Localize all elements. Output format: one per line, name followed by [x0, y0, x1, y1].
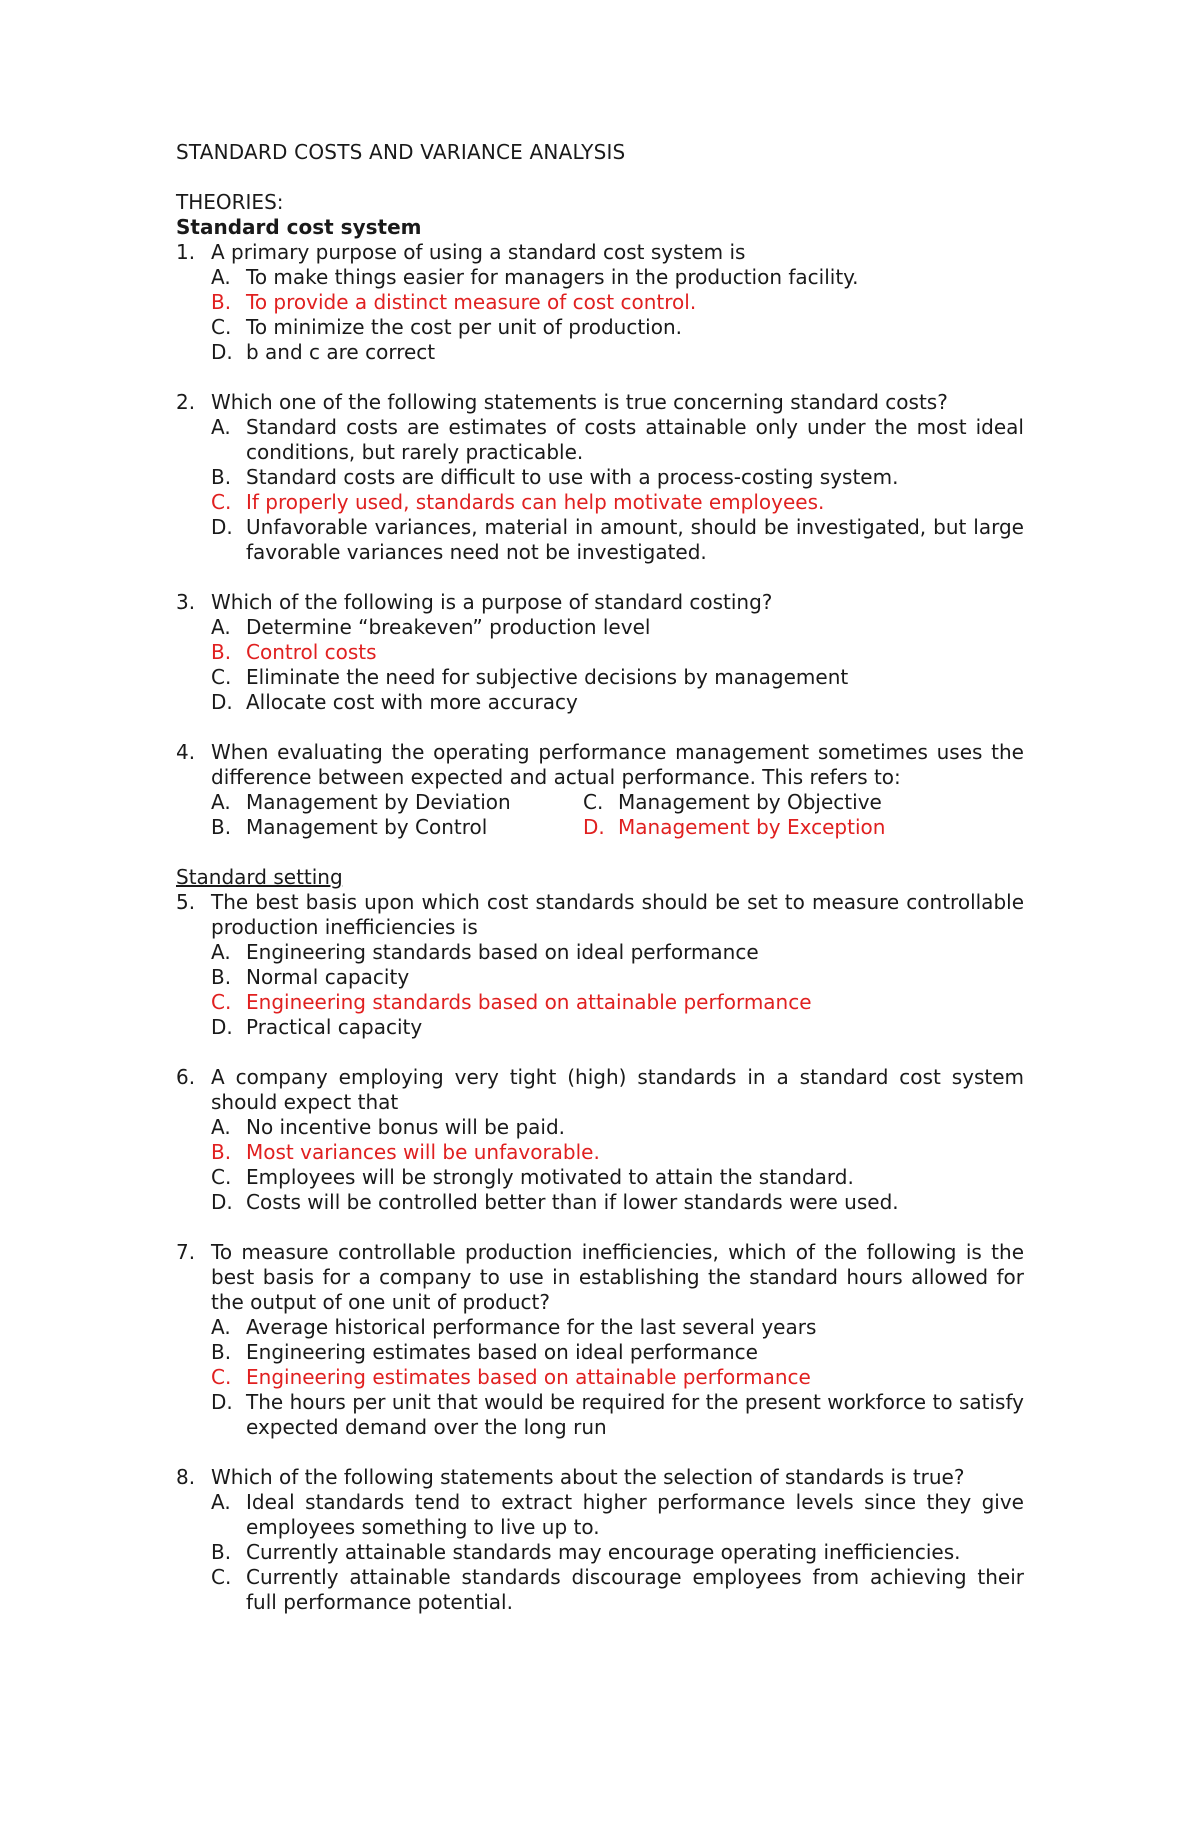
option-letter: C. [211, 490, 232, 514]
option-text: To provide a distinct measure of cost control. [246, 290, 697, 314]
option-letter: A. [211, 1315, 231, 1339]
option-text: Average historical performance for the last several years [246, 1315, 817, 1339]
question-number: 5. [176, 890, 196, 914]
option-letter: C. [211, 1565, 232, 1589]
option-letter: B. [211, 640, 232, 664]
question-number: 7. [176, 1240, 196, 1264]
option-row [176, 265, 1024, 290]
question-number: 4. [176, 740, 196, 764]
option-row [176, 1490, 1024, 1540]
option-text: b and c are correct [246, 340, 436, 364]
option-row [176, 615, 1024, 640]
option-text: Management by Control [246, 815, 488, 839]
option-letter: C. [211, 990, 232, 1014]
option-text: Costs will be controlled better than if lower standards were used. [246, 1190, 899, 1214]
option-row [176, 465, 1024, 490]
document-title: STANDARD COSTS AND VARIANCE ANALYSIS [176, 140, 626, 164]
option-row [176, 940, 1024, 965]
option-letter: C. [211, 665, 232, 689]
option-letter: C. [211, 1165, 232, 1189]
option-cell [211, 815, 583, 840]
option-text: Management by Objective [618, 790, 882, 814]
option-text: Management by Deviation [246, 790, 511, 814]
option-text: Eliminate the need for subjective decisions by management [246, 665, 849, 689]
option-text: Currently attainable standards discourage employees from achieving their full performance potential. [246, 1565, 1024, 1614]
option-letter: A. [211, 1490, 231, 1514]
option-letter: D. [211, 340, 233, 364]
option-text: Normal capacity [246, 965, 410, 989]
option-row [176, 1165, 1024, 1190]
option-letter: A. [211, 415, 231, 439]
option-letter: C. [211, 315, 232, 339]
option-text: Most variances will be unfavorable. [246, 1140, 600, 1164]
option-text: Control costs [246, 640, 377, 664]
question-text: A primary purpose of using a standard cost system is [211, 240, 746, 264]
option-letter: D. [583, 815, 605, 839]
option-row-correct [176, 1140, 1024, 1165]
option-row [176, 1015, 1024, 1040]
option-text: Allocate cost with more accuracy [246, 690, 578, 714]
question-text: When evaluating the operating performance management sometimes uses the difference between expected and actual performance. This refers to: [211, 740, 1024, 789]
option-text: No incentive bonus will be paid. [246, 1115, 566, 1139]
option-text: Engineering estimates based on ideal performance [246, 1340, 758, 1364]
question-text: Which of the following statements about the selection of standards is true? [211, 1465, 965, 1489]
option-letter: B. [211, 465, 232, 489]
option-letter: C. [211, 1365, 232, 1389]
option-letter: B. [211, 1340, 232, 1364]
option-text: Employees will be strongly motivated to attain the standard. [246, 1165, 854, 1189]
question-text: The best basis upon which cost standards should be set to measure controllable production inefficiencies is [211, 890, 1024, 939]
option-text: Practical capacity [246, 1015, 423, 1039]
question-4 [176, 740, 1024, 840]
option-row [176, 340, 1024, 365]
option-letter: D. [211, 1390, 233, 1414]
option-letter: D. [211, 515, 233, 539]
option-row-correct [176, 1365, 1024, 1390]
option-text: Unfavorable variances, material in amount, should be investigated, but large favorable variances need not be investigated. [246, 515, 1024, 564]
option-text: Engineering standards based on ideal performance [246, 940, 759, 964]
option-letter: C. [583, 790, 604, 814]
question-text: Which one of the following statements is true concerning standard costs? [211, 390, 948, 414]
question-7 [176, 1240, 1024, 1440]
theories-heading: THEORIES: [176, 190, 284, 214]
option-row [176, 515, 1024, 565]
option-row [176, 1390, 1024, 1440]
option-row-pair [176, 815, 1024, 840]
section-heading-standard-cost-system: Standard cost system [176, 215, 422, 239]
option-letter: B. [211, 1540, 232, 1564]
option-row-correct [176, 490, 1024, 515]
option-text: To make things easier for managers in the production facility. [246, 265, 859, 289]
option-row [176, 1190, 1024, 1215]
question-number: 1. [176, 240, 196, 264]
option-row-correct [176, 990, 1024, 1015]
option-text: The hours per unit that would be required for the present workforce to satisfy expected demand over the long run [246, 1390, 1024, 1439]
option-letter: B. [211, 965, 232, 989]
question-5 [176, 890, 1024, 1040]
document-page [176, 140, 1024, 1640]
option-row [176, 690, 1024, 715]
option-letter: B. [211, 1140, 232, 1164]
option-text: Determine “breakeven” production level [246, 615, 651, 639]
option-row [176, 1115, 1024, 1140]
option-cell [583, 790, 955, 815]
option-row [176, 315, 1024, 340]
question-number: 2. [176, 390, 196, 414]
option-letter: D. [211, 1190, 233, 1214]
option-text: Currently attainable standards may encourage operating inefficiencies. [246, 1540, 961, 1564]
option-letter: A. [211, 1115, 231, 1139]
option-letter: B. [211, 815, 232, 839]
option-row [176, 1540, 1024, 1565]
option-cell-correct [583, 815, 955, 840]
question-2 [176, 390, 1024, 565]
option-letter: D. [211, 1015, 233, 1039]
option-cell [211, 790, 583, 815]
question-number: 3. [176, 590, 196, 614]
option-row [176, 1315, 1024, 1340]
option-text: Engineering standards based on attainable performance [246, 990, 812, 1014]
question-3 [176, 590, 1024, 715]
question-text: Which of the following is a purpose of standard costing? [211, 590, 773, 614]
question-8 [176, 1465, 1024, 1615]
option-row-pair [176, 790, 1024, 815]
option-text: Ideal standards tend to extract higher performance levels since they give employees something to live up to. [246, 1490, 1024, 1539]
question-number: 8. [176, 1465, 196, 1489]
question-6 [176, 1065, 1024, 1215]
option-text: Standard costs are difficult to use with a process-costing system. [246, 465, 899, 489]
question-1 [176, 240, 1024, 365]
question-number: 6. [176, 1065, 196, 1089]
option-letter: A. [211, 940, 231, 964]
option-text: If properly used, standards can help motivate employees. [246, 490, 825, 514]
option-row [176, 965, 1024, 990]
option-text: Engineering estimates based on attainable performance [246, 1365, 811, 1389]
option-letter: B. [211, 290, 232, 314]
option-letter: A. [211, 615, 231, 639]
option-row-correct [176, 290, 1024, 315]
option-row [176, 1565, 1024, 1615]
question-text: A company employing very tight (high) standards in a standard cost system should expect that [211, 1065, 1024, 1114]
option-letter: A. [211, 790, 231, 814]
option-row [176, 665, 1024, 690]
option-text: Standard costs are estimates of costs attainable only under the most ideal conditions, but rarely practicable. [246, 415, 1024, 464]
option-letter: D. [211, 690, 233, 714]
question-text: To measure controllable production inefficiencies, which of the following is the best basis for a company to use in establishing the standard hours allowed for the output of one unit of product? [211, 1240, 1024, 1314]
option-text: Management by Exception [618, 815, 886, 839]
option-row [176, 1340, 1024, 1365]
option-text: To minimize the cost per unit of production. [246, 315, 682, 339]
option-letter: A. [211, 265, 231, 289]
option-row-correct [176, 640, 1024, 665]
section-heading-standard-setting: Standard setting [176, 865, 343, 889]
option-row [176, 415, 1024, 465]
